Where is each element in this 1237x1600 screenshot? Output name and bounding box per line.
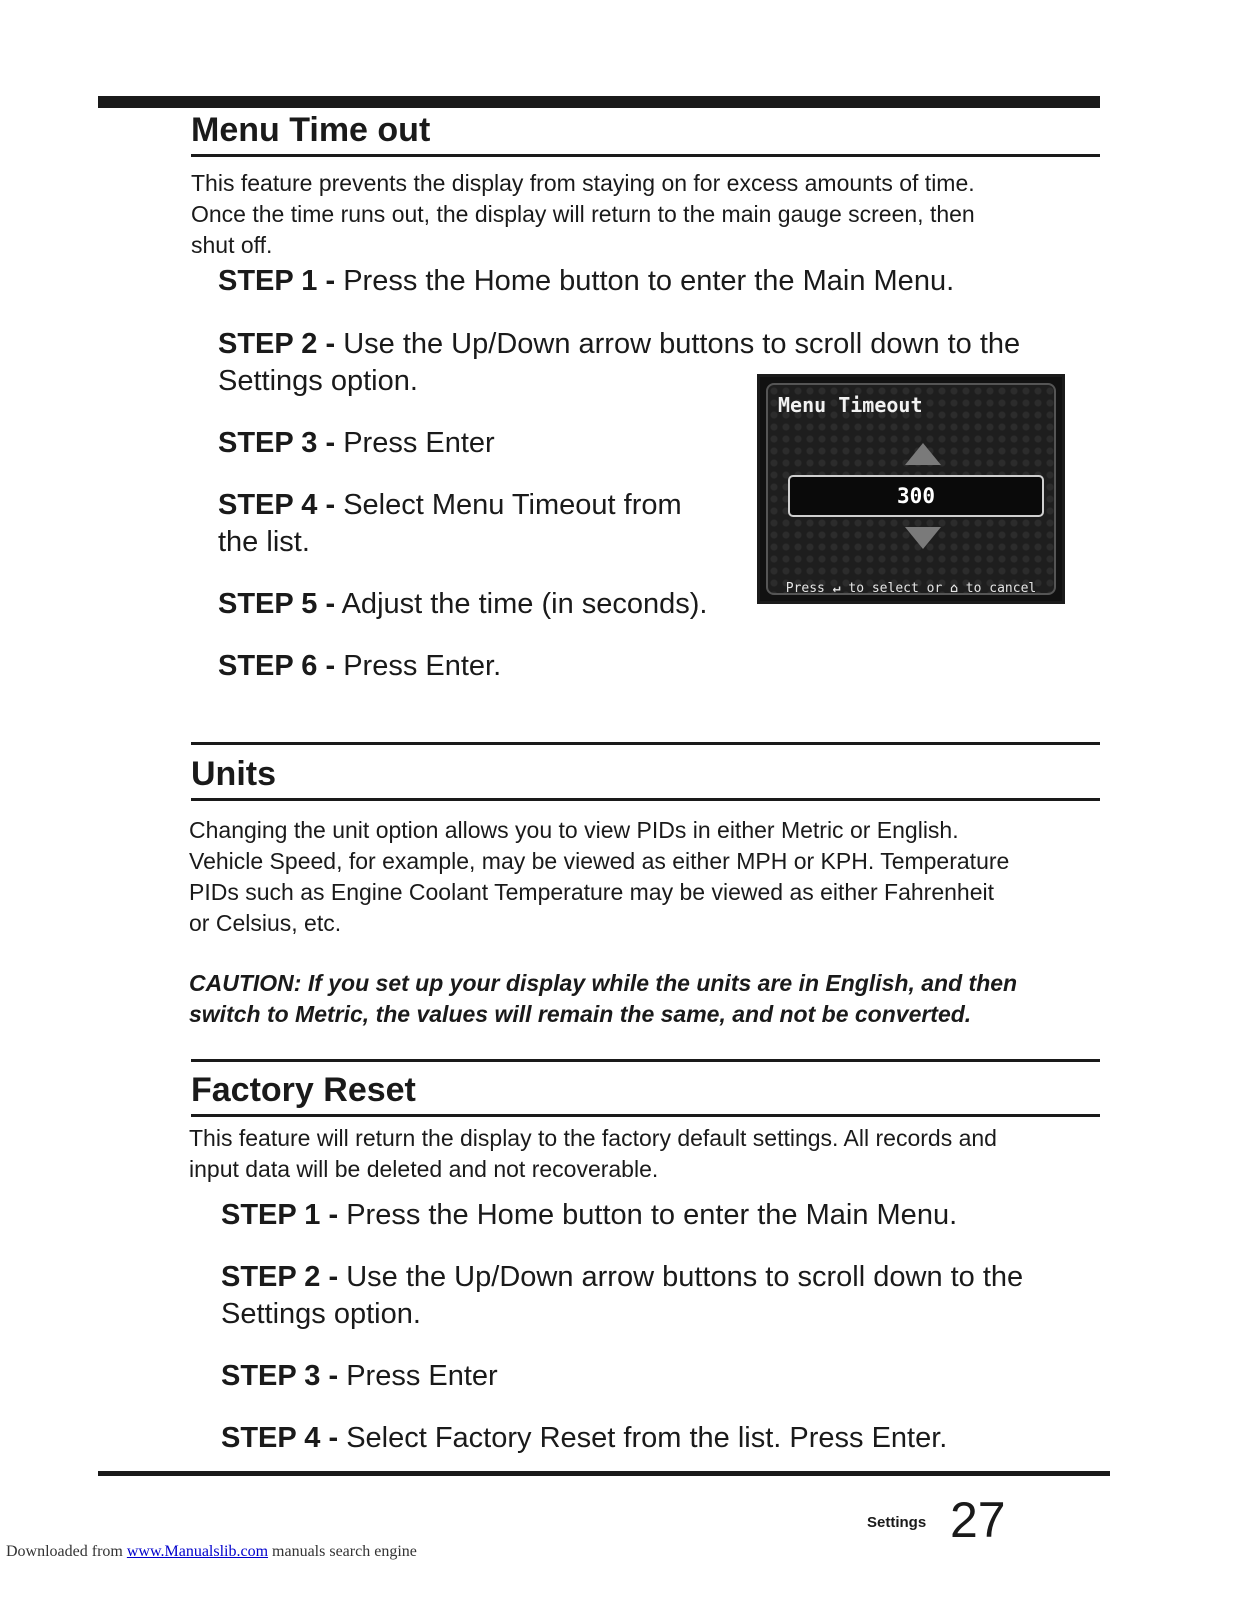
device-screen <box>757 374 1065 604</box>
download-notice: Downloaded from www.Manualslib.com manuals search engine <box>6 1543 417 1560</box>
menu-timeout-description: This feature prevents the display from staying on for excess amounts of time. Once the time runs out, the display will return to the main gauge screen, then shut off. <box>191 170 975 258</box>
section-heading-menu-timeout: Menu Time out <box>191 111 431 149</box>
manualslib-link[interactable]: www.Manualslib.com <box>126 1543 269 1560</box>
bottom-rule <box>98 1471 1110 1476</box>
units-description: Changing the unit option allows you to view PIDs in either Metric or English. Vehicle Speed, for example, may be viewed as either MPH or KPH. Temperature PIDs such as Engine Coolant Temperature may be viewed as either Fahrenheit or Celsius, etc. <box>189 817 1010 936</box>
screen-footer: Press ↵ to select or ⌂ to cancel <box>785 581 1037 595</box>
step-2: STEP 2 - Use the Up/Down arrow buttons to scroll down to the Settings option. <box>218 328 1021 397</box>
section-divider <box>191 742 1100 745</box>
reset-step-4: STEP 4 - Select Factory Reset from the list. Press Enter. <box>221 1422 948 1454</box>
factory-reset-description: This feature will return the display to the factory default settings. All records and input data will be deleted and not recoverable. <box>189 1125 997 1182</box>
timeout-value: 300 <box>788 475 1044 517</box>
home-icon: ⌂ <box>950 581 958 595</box>
section-heading-factory-reset: Factory Reset <box>191 1071 416 1109</box>
step-4: STEP 4 - Select Menu Timeout from the list. <box>218 489 682 558</box>
reset-step-3: STEP 3 - Press Enter <box>221 1360 498 1392</box>
step-5: STEP 5 - Adjust the time (in seconds). <box>218 588 708 620</box>
step-1: STEP 1 - Press the Home button to enter the Main Menu. <box>218 265 955 297</box>
units-caution: CAUTION: If you set up your display while the units are in English, and then switch to Metric, the values will remain the same, and not be converted. <box>189 970 1018 1027</box>
down-arrow-icon <box>905 527 941 549</box>
enter-icon: ↵ <box>832 581 841 595</box>
heading-underline <box>191 1114 1100 1117</box>
footer-section-label: Settings <box>867 1514 927 1531</box>
section-divider <box>191 1059 1100 1062</box>
step-6: STEP 6 - Press Enter. <box>218 650 502 682</box>
step-3: STEP 3 - Press Enter <box>218 427 495 459</box>
heading-underline <box>191 154 1100 157</box>
section-heading-units: Units <box>191 755 276 793</box>
reset-step-2: STEP 2 - Use the Up/Down arrow buttons to scroll down to the Settings option. <box>221 1261 1024 1330</box>
screen-title: Menu Timeout <box>778 393 923 417</box>
screen-panel <box>766 383 1056 595</box>
reset-step-1: STEP 1 - Press the Home button to enter the Main Menu. <box>221 1199 958 1231</box>
heading-underline <box>191 798 1100 801</box>
up-arrow-icon <box>905 443 941 465</box>
page-number: 27 <box>950 1492 1006 1548</box>
top-thick-rule <box>98 96 1100 108</box>
